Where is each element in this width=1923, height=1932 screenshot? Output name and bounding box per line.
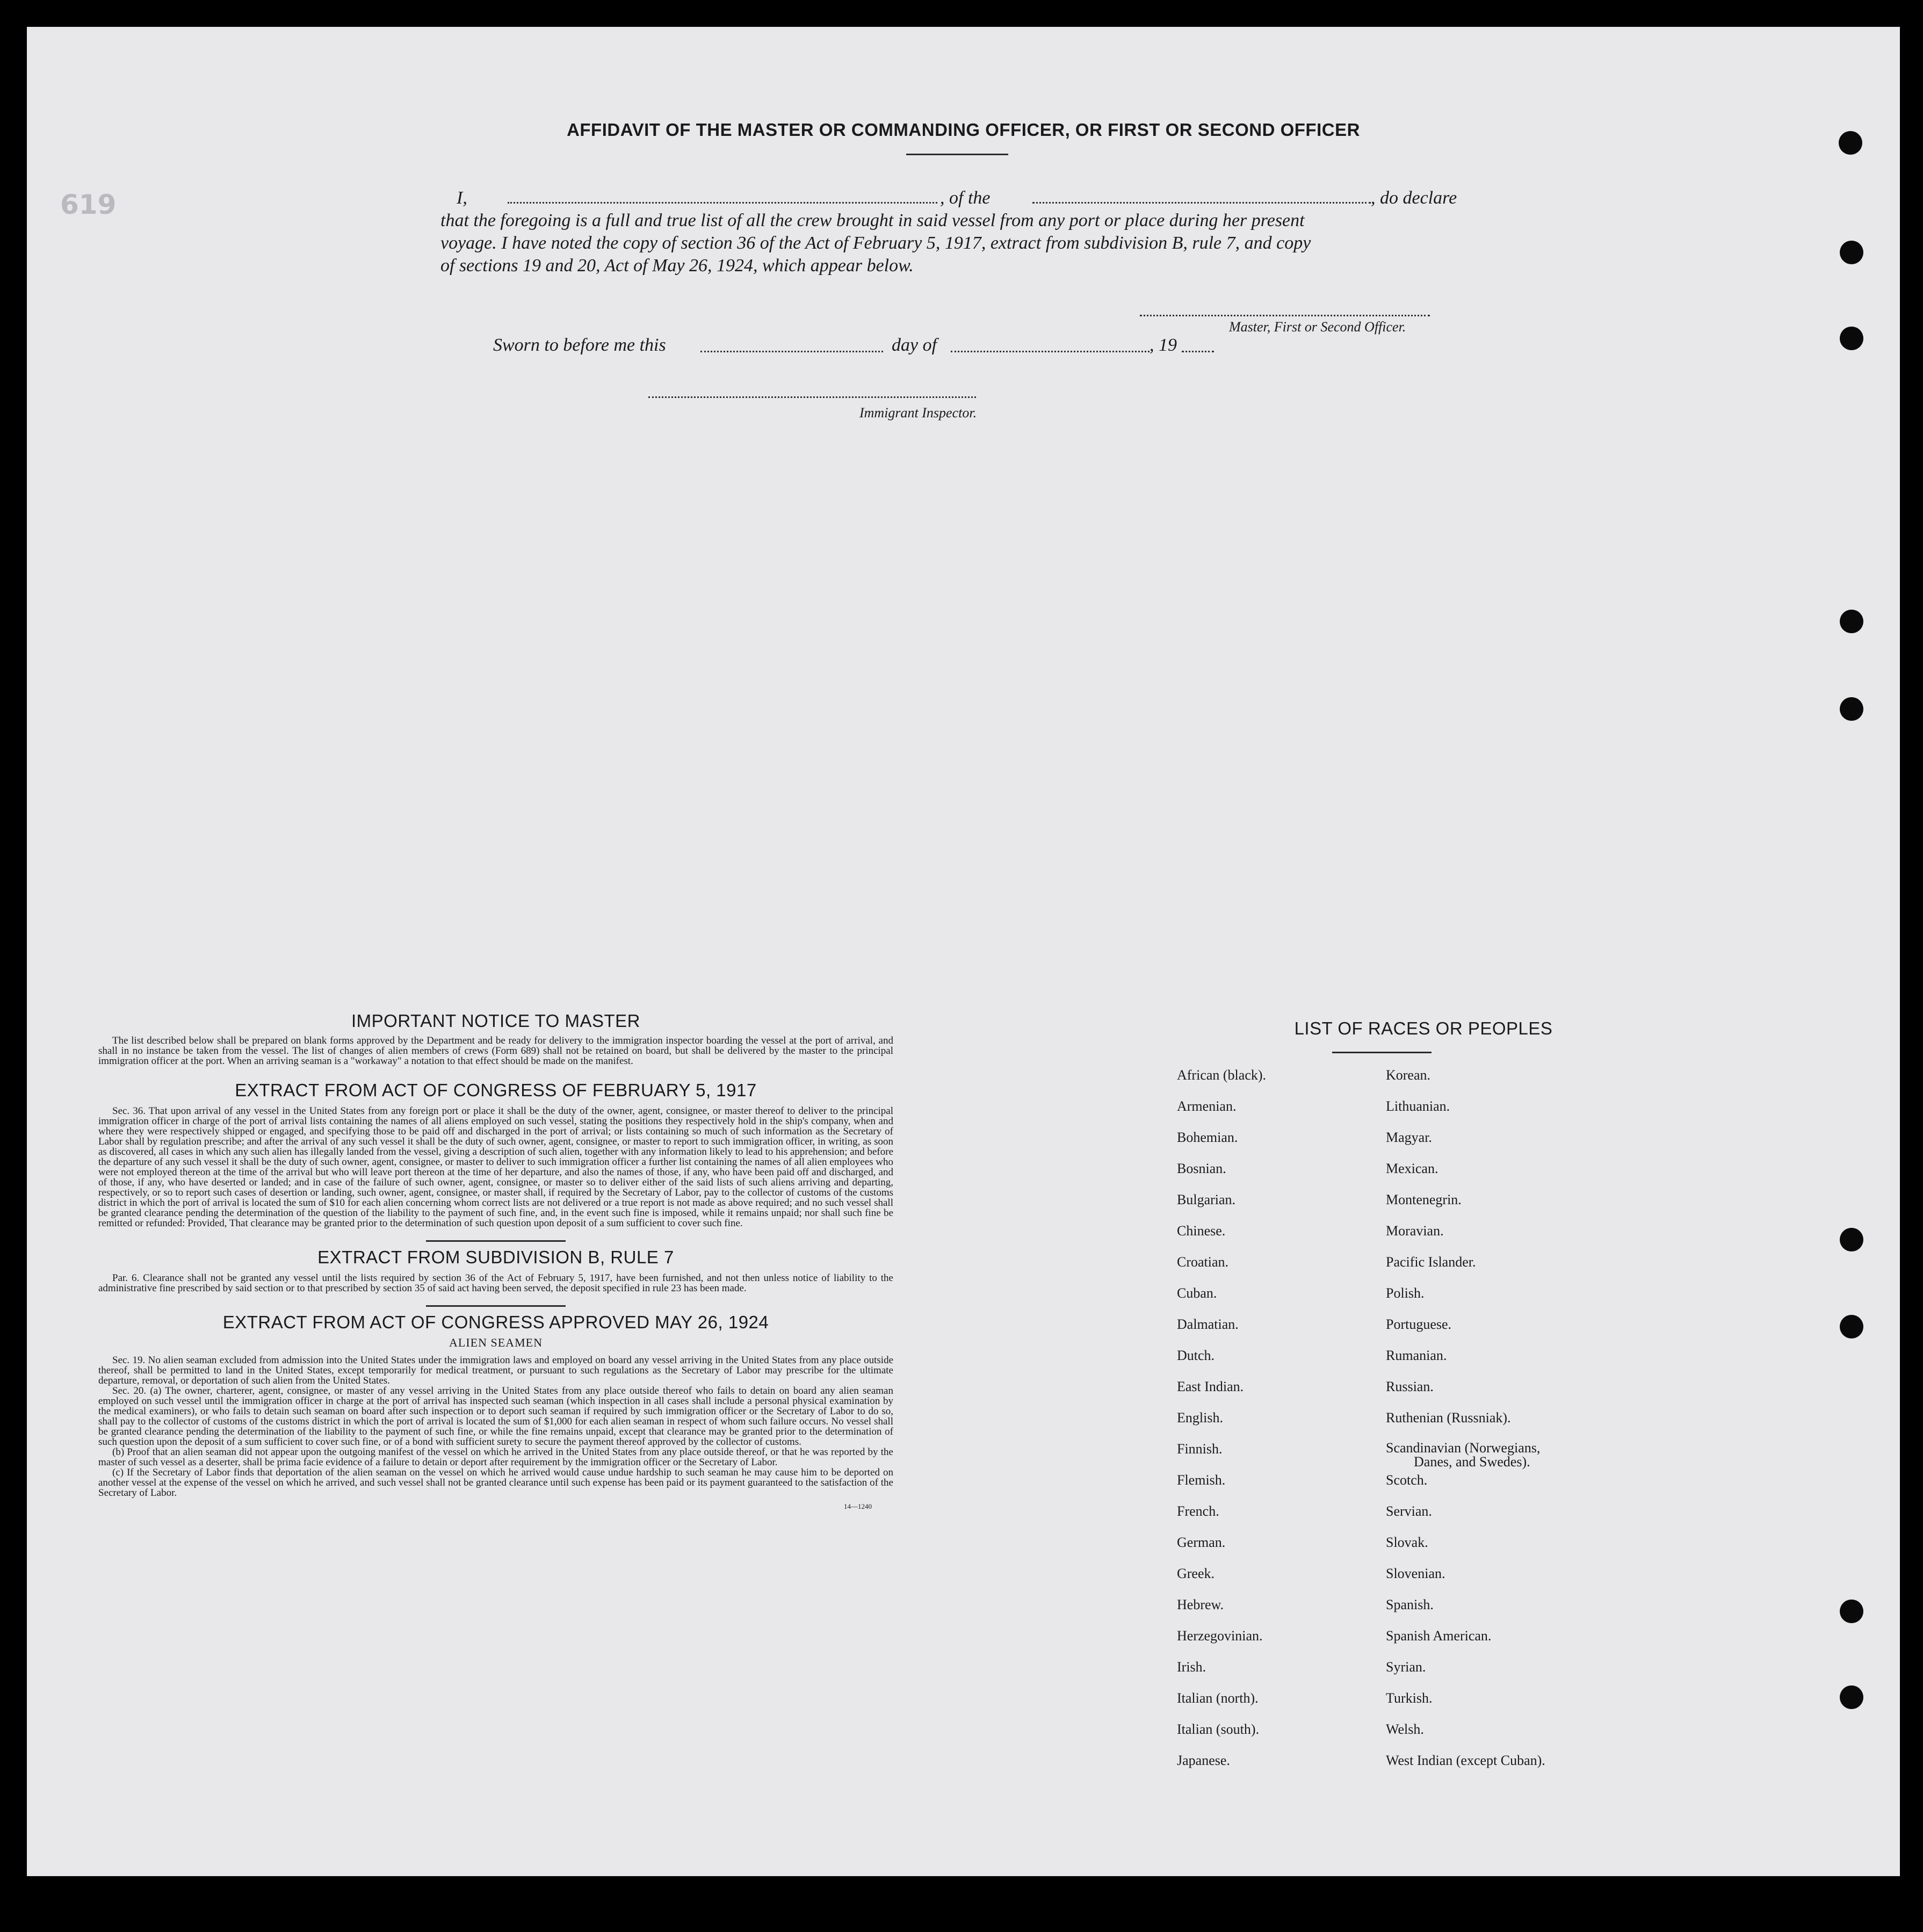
sec36-paragraph: Sec. 36. That upon arrival of any vessel in the United States from any foreign port or place it shall be the duty of the owner, agent, consignee, or master thereof to deliver to the principal immigration officer in charge of the port of arrival lists containing the names of all aliens employed on such vessel, stating the positions they respectively hold in the ship's company, when and where they were respectively shipped or engaged, and specifying those to be paid off and discharged in the port of arrival; or lists containing so much of such information as the Secretary of Labor shall by regulation prescribe; and after the arrival of any such vessel it shall be the duty of such owner, agent, consignee, or master to report to such immigration officer, in writing, as soon as discovered, all cases in which any such alien has illegally landed from the vessel, giving a description of such alien, together with any information likely to lead to his apprehension; and before the departure of any such vessel it shall be the duty of such owner, agent, consignee, or master to deliver to such immigration officer a further list containing the names of all alien employees who were not employed thereon at the time of the arrival but who will leave port thereon at the time of her departure, and also the names of those, if any, who have been paid off and discharged, and of those, if any, who have deserted or landed; and in case of the failure of such owner, agent, consignee, or master so to deliver either of the said lists of such aliens arriving and departing, respectively, or so to report such cases of desertion or landing, such owner, agent, consignee, or master shall, if required by the Secretary of Labor, pay to the collector of customs of the customs district in which the port of arrival is located the sum of $10 for each alien concerning whom correct lists are not delivered or a true report is not made as above required; and no such vessel shall be granted clearance pending the determination of the question of the liability to the payment of such fine, and, in the event such fine is imposed, while it remains unpaid; nor shall such fine be remitted or refunded: Provided, That clearance may be granted prior to the determination of such question upon deposit of a sum sufficient to cover such fine.: [98, 1105, 893, 1229]
race-item: Turkish.: [1386, 1690, 1433, 1706]
signature-field[interactable]: [1140, 315, 1430, 316]
sworn-prefix: Sworn to before me this: [493, 335, 666, 355]
notice-title: IMPORTANT NOTICE TO MASTER: [351, 1011, 640, 1031]
race-item: Spanish.: [1386, 1597, 1434, 1612]
form-number: 14—1240: [844, 1502, 872, 1510]
race-item: Italian (south).: [1177, 1721, 1260, 1737]
race-item: Croatian.: [1177, 1254, 1229, 1270]
punch-hole: [1840, 327, 1863, 350]
sworn-day-field[interactable]: [700, 351, 883, 352]
race-item: African (black).: [1177, 1067, 1267, 1083]
sec20c-paragraph: (c) If the Secretary of Labor finds that deportation of the alien seaman on the vessel on which he arrived would cause undue hardship to such seaman he may cause him to be deported on another vessel at the expense of the vessel on which he arrived, and such vessel shall not be granted clearance until such expense has been paid or its payment guaranteed to the satisfaction of the Secretary of Labor.: [98, 1467, 893, 1499]
race-item: German.: [1177, 1535, 1226, 1550]
race-item: Portuguese.: [1386, 1316, 1452, 1332]
vessel-name-field[interactable]: [1032, 202, 1371, 204]
extract-1924-text: [98, 1355, 893, 1498]
punch-hole: [1840, 610, 1863, 633]
race-item: Rumanian.: [1386, 1348, 1447, 1363]
punch-hole: [1840, 1228, 1863, 1251]
affidavit-line1-i: I,: [457, 188, 467, 208]
affidavit-line3: voyage. I have noted the copy of section 36 of the Act of February 5, 1917, extract from subdivision B, rule 7, and copy: [440, 233, 1311, 253]
race-item: West Indian (except Cuban).: [1386, 1753, 1545, 1768]
sworn-month-field[interactable]: [951, 351, 1150, 352]
race-item: Polish.: [1386, 1285, 1425, 1301]
race-item: Montenegrin.: [1386, 1192, 1462, 1207]
race-item: Scotch.: [1386, 1472, 1428, 1488]
punch-hole: [1840, 1315, 1863, 1338]
race-item: Pacific Islander.: [1386, 1254, 1476, 1270]
faint-stamp: 619: [60, 189, 117, 220]
notice-text: [98, 1036, 893, 1066]
affidavit-line4: of sections 19 and 20, Act of May 26, 1924, which appear below.: [440, 256, 914, 276]
extract-1917-title: EXTRACT FROM ACT OF CONGRESS OF FEBRUARY 5, 1917: [235, 1080, 757, 1100]
notice-paragraph: The list described below shall be prepared on blank forms approved by the Department and be ready for delivery to the immigration inspector boarding the vessel at the port of arrival, and shall in no instance be taken from the vessel. The list of changes of alien members of crews (Form 689) shall not be retained on board, but shall be delivered by the master to the principal immigration officer at the port. When an arriving seaman is a "workaway" a notation to that effect should be made on the manifest.: [98, 1035, 893, 1067]
races-title: LIST OF RACES OR PEOPLES: [1294, 1018, 1553, 1038]
race-item: Moravian.: [1386, 1223, 1444, 1239]
punch-hole: [1840, 697, 1863, 721]
race-item: Bosnian.: [1177, 1161, 1226, 1176]
race-item: Scandinavian (Norwegians,: [1386, 1440, 1541, 1456]
race-item: Russian.: [1386, 1379, 1434, 1394]
race-item: Dutch.: [1177, 1348, 1215, 1363]
inspector-label: Immigrant Inspector.: [859, 405, 977, 421]
race-item: Lithuanian.: [1386, 1098, 1450, 1114]
rule7-title: EXTRACT FROM SUBDIVISION B, RULE 7: [317, 1247, 674, 1267]
extract-1917-text: [98, 1106, 893, 1228]
master-name-field[interactable]: [508, 202, 937, 204]
race-item: Slovak.: [1386, 1535, 1428, 1550]
race-item: Mexican.: [1386, 1161, 1438, 1176]
race-item: Cuban.: [1177, 1285, 1217, 1301]
race-item: Dalmatian.: [1177, 1316, 1239, 1332]
punch-hole: [1840, 1600, 1863, 1623]
race-item-continuation: Danes, and Swedes).: [1414, 1454, 1530, 1470]
races-title-divider: [1332, 1052, 1432, 1053]
race-item: Irish.: [1177, 1659, 1206, 1675]
race-item: Italian (north).: [1177, 1690, 1259, 1706]
sec20b-paragraph: (b) Proof that an alien seaman did not appear upon the outgoing manifest of the vessel on which he arrived in the United States from any place outside thereof, or that he was reported by the master of such vessel as a deserter, shall be prima facie evidence of a failure to detain or deport after requirement by the immigration officer or the Secretary of Labor.: [98, 1446, 893, 1468]
section-divider: [426, 1240, 566, 1242]
race-item: French.: [1177, 1503, 1219, 1519]
section-divider: [426, 1305, 566, 1307]
race-item: Spanish American.: [1386, 1628, 1492, 1644]
races-left-list: [1177, 1067, 1266, 1784]
legal-column: [98, 1011, 893, 1511]
race-item: East Indian.: [1177, 1379, 1244, 1394]
sworn-year: , 19: [1150, 335, 1177, 355]
sec19-paragraph: Sec. 19. No alien seaman excluded from admission into the United States under the immigration laws and employed on board any vessel arriving in the United States from any place outside thereof, shall be permitted to land in the United States, except temporarily for medical treatment, or pursuant to such regulations as the Secretary of Labor may prescribe for the ultimate departure, removal, or deportation of such alien from the United States.: [98, 1355, 893, 1386]
punch-hole: [1840, 241, 1863, 264]
sworn-day-of: day of: [892, 335, 937, 355]
race-item: Syrian.: [1386, 1659, 1426, 1675]
punch-hole: [1840, 1685, 1863, 1709]
race-item-scandinavian: [1386, 1441, 1545, 1472]
signature-label: Master, First or Second Officer.: [1229, 319, 1406, 335]
races-right-list: [1386, 1067, 1545, 1784]
race-item: Greek.: [1177, 1566, 1215, 1581]
title-divider: [906, 154, 1008, 155]
par6-paragraph: Par. 6. Clearance shall not be granted any vessel until the lists required by section 36 of the Act of February 5, 1917, have been furnished, and not then unless notice of liability to the administrative fine prescribed by said section or to that prescribed by section 35 of said act having been served, the deposit specified in rule 23 has been made.: [98, 1272, 893, 1294]
sworn-year-field[interactable]: [1182, 351, 1214, 352]
race-item: Slovenian.: [1386, 1566, 1445, 1581]
race-item: Bulgarian.: [1177, 1192, 1236, 1207]
race-item: Korean.: [1386, 1067, 1431, 1083]
race-item: Ruthenian (Russniak).: [1386, 1410, 1511, 1426]
document-page: [27, 27, 1900, 1876]
sec20a-paragraph: Sec. 20. (a) The owner, charterer, agent, consignee, or master of any vessel arriving in the United States from any place outside thereof who fails to detain on board any alien seaman employed on such vessel until the immigration officer in charge at the port of arrival has inspected such seaman (which inspection in all cases shall include a personal physical examination by the medical examiners), or who fails to detain such seaman on board after such inspection or to deport such seaman if required by such immigration officer or the Secretary of Labor to do so, shall pay to the collector of customs of the customs district in which the port of arrival is located the sum of $1,000 for each alien seaman in respect of whom such failure occurs. No vessel shall be granted clearance pending the determination of the liability to the payment of such fine, or while the fine remains unpaid, except that clearance may be granted prior to the determination of such question upon the deposit of a sum sufficient to cover such fine, or of a bond with sufficient surety to secure the payment thereof approved by the collector of customs.: [98, 1385, 893, 1448]
race-item: Welsh.: [1386, 1721, 1424, 1737]
extract-1924-title: EXTRACT FROM ACT OF CONGRESS APPROVED MAY 26, 1924: [222, 1312, 769, 1332]
affidavit-line2: that the foregoing is a full and true list of all the crew brought in said vessel from any port or place during her present: [440, 211, 1305, 230]
race-item: Armenian.: [1177, 1098, 1237, 1114]
bleed-through-text: [188, 91, 194, 120]
affidavit-line1-of-the: , of the: [940, 188, 991, 208]
race-item: English.: [1177, 1410, 1223, 1426]
race-item: Bohemian.: [1177, 1130, 1238, 1145]
race-item: Servian.: [1386, 1503, 1432, 1519]
race-item: Hebrew.: [1177, 1597, 1224, 1612]
inspector-signature-field[interactable]: [648, 396, 976, 398]
affidavit-title: AFFIDAVIT OF THE MASTER OR COMMANDING OFFICER, OR FIRST OR SECOND OFFICER: [567, 120, 1360, 140]
race-item: Herzegovinian.: [1177, 1628, 1263, 1644]
rule7-text: [98, 1273, 893, 1293]
race-item: Magyar.: [1386, 1130, 1432, 1145]
alien-seamen-subtitle: ALIEN SEAMEN: [449, 1336, 543, 1349]
affidavit-line1-do-declare: , do declare: [1371, 188, 1457, 208]
race-item: Finnish.: [1177, 1441, 1223, 1457]
race-item: Chinese.: [1177, 1223, 1226, 1239]
race-item: Flemish.: [1177, 1472, 1226, 1488]
race-item: Japanese.: [1177, 1753, 1230, 1768]
